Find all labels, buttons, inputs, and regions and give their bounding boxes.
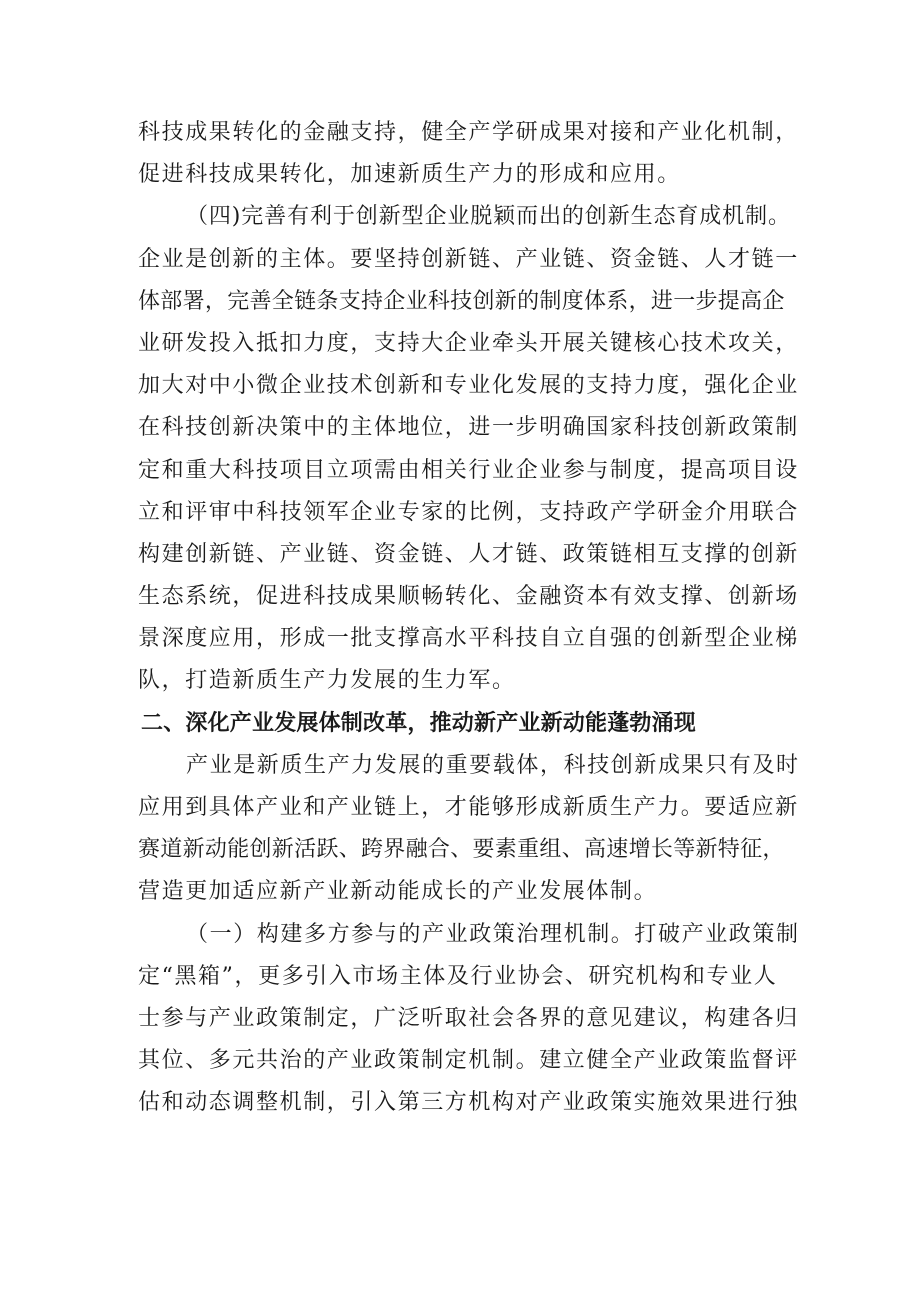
text-line: 加大对中小微企业技术创新和专业化发展的支持力度，强化企业 <box>138 373 799 399</box>
text-line: （一）构建多方参与的产业政策治理机制。打破产业政策制 <box>186 921 800 947</box>
text-line: 应用到具体产业和产业链上，才能够形成新质生产力。要适应新 <box>138 795 799 820</box>
section-title-line: （四)完善有利于创新型企业脱颖而出的创新生态育成机制。 <box>186 204 791 230</box>
text-line: 在科技创新决策中的主体地位，进一步明确国家科技创新政策制 <box>138 415 799 441</box>
text-line: 立和评审中科技领军企业专家的比例，支持政产学研金介用联合 <box>138 499 799 525</box>
text-line: 企业是创新的主体。要坚持创新链、产业链、资金链、人才链一 <box>138 246 799 272</box>
text-line: 景深度应用，形成一批支撑高水平科技自立自强的创新型企业梯 <box>138 626 799 652</box>
section-heading: 二、深化产业发展体制改革，推动新产业新动能蓬勃涌现 <box>141 710 697 736</box>
text-line: 赛道新动能创新活跃、跨界融合、要素重组、高速增长等新特征， <box>138 837 785 863</box>
text-line: 士参与产业政策制定，广泛听取社会各界的意见建议，构建各归 <box>138 1005 799 1031</box>
text-line: 其位、多元共治的产业政策制定机制。建立健全产业政策监督评 <box>138 1048 799 1074</box>
text-line: 营造更加适应新产业新动能成长的产业发展体制。 <box>138 879 658 905</box>
text-line: 产业是新质生产力发展的重要载体，科技创新成果只有及时 <box>186 752 800 778</box>
text-line: 业研发投入抵扣力度，支持大企业牵头开展关键核心技术攻关， <box>138 330 799 356</box>
text-line: 生态系统，促进科技成果顺畅转化、金融资本有效支撑、创新场 <box>138 584 799 610</box>
text-line: 定和重大科技项目立项需由相关行业企业参与制度，提高项目设 <box>138 457 799 483</box>
text-line: 构建创新链、产业链、资金链、人才链、政策链相互支撑的创新 <box>138 541 799 567</box>
text-line: 队，打造新质生产力发展的生力军。 <box>138 668 516 694</box>
text-line: 体部署，完善全链条支持企业科技创新的制度体系，进一步提高企 <box>138 288 785 314</box>
text-line: 科技成果转化的金融支持，健全产学研成果对接和产业化机制， <box>138 120 799 145</box>
text-line: 估和动态调整机制，引入第三方机构对产业政策实施效果进行独 <box>138 1090 799 1116</box>
text-line: 促进科技成果转化，加速新质生产力的形成和应用。 <box>138 162 681 188</box>
text-line: 定“黑箱”，更多引入市场主体及行业协会、研究机构和专业人 <box>138 963 778 989</box>
